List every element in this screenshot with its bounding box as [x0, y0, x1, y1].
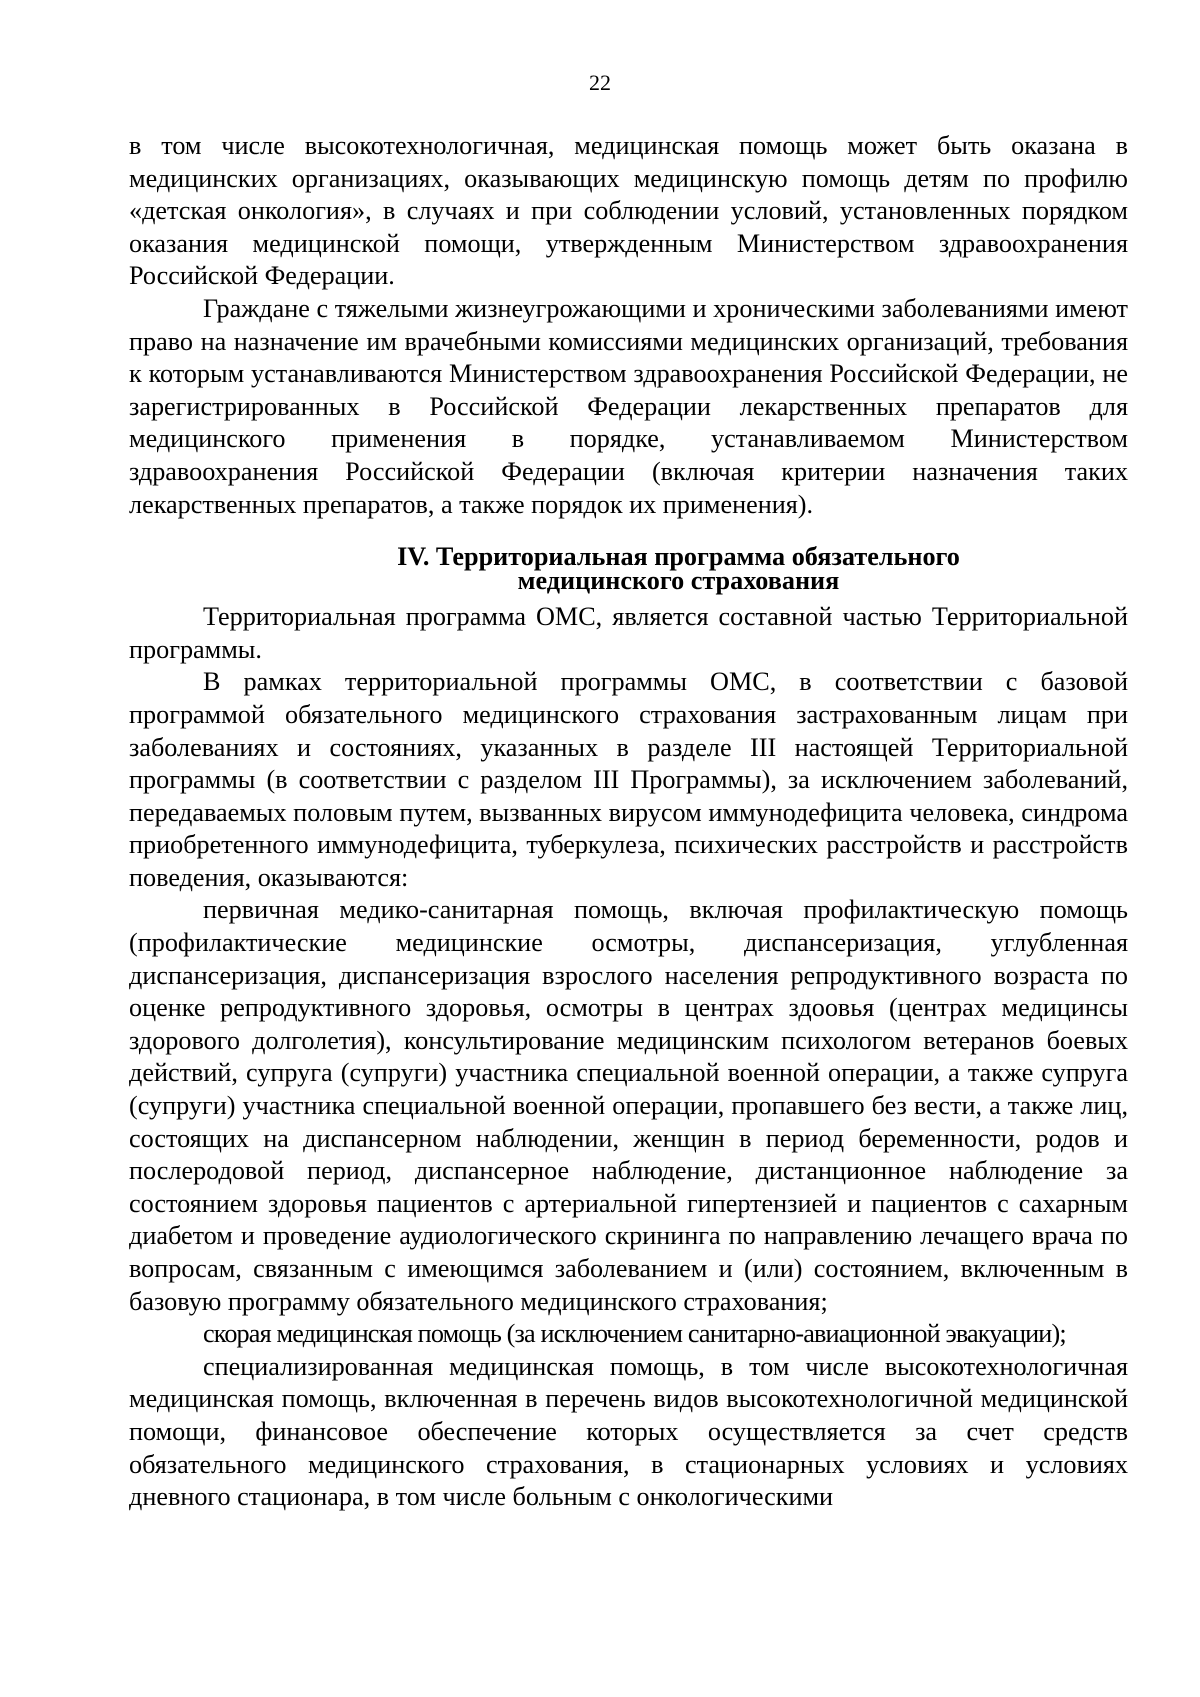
paragraph: Граждане с тяжелыми жизнеугрожающими и хроническими заболеваниями имеют право на назначение им врачебными комиссиями медицинских организаций, требования к которым устанавливаются Министерством здравоохранения Российской Федерации, не зарегистрированных в Российской Федерации лекарственных препаратов для медицинского применения в порядке, устанавливаемом Министерством здравоохранения Российской Федерации (включая критерии назначения таких лекарственных препаратов, а также порядок их применения). — [129, 293, 1128, 519]
paragraph: специализированная медицинская помощь, в том числе высокотехнологичная медицинская помощь, включенная в перечень видов высокотехнологичной медицинской помощи, финансовое обеспечение которых осуществляется за счет средств обязательного медицинского страхования, в стационарных условиях и условиях дневного стационара, в том числе больным с онкологическими — [129, 1351, 1128, 1512]
section-title-line: медицинского страхования — [517, 566, 840, 596]
section-title-line: IV. Территориальная программа обязательного — [397, 542, 960, 572]
paragraph: первичная медико-санитарная помощь, включая профилактическую помощь (профилактические медицинские осмотры, диспансеризация, углубленная диспансеризация, диспансеризация взрослого населения репродуктивного возраста по оценке репродуктивного здоровья, осмотры в центрах здоовья (центрах медицинсы здорового долголетия), консультирование медицинским психологом ветеранов боевых действий, супруга (супруги) участника специальной военной операции, а также супруга (супруги) участника специальной военной операции, пропавшего без вести, а также лиц, состоящих на диспансерном наблюдении, женщин в период беременности, родов и послеродовой период, диспансерное наблюдение, дистанционное наблюдение за состоянием здоровья пациентов с артериальной гипертензией и пациентов с сахарным диабетом и проведение аудиологического скрининга по направлению лечащего врача по вопросам, связанным с имеющимся заболеванием и (или) состоянием, включенным в базовую программу обязательного медицинского страхования; — [129, 895, 1128, 1316]
section-heading — [129, 542, 1128, 596]
paragraph: В рамках территориальной программы ОМС, в соответствии с базовой программой обязательного медицинского страхования застрахованным лицам при заболеваниях и состояниях, указанных в разделе III настоящей Территориальной программы (в соответствии с разделом III Программы), за исключением заболеваний, передаваемых половым путем, вызванных вирусом иммунодефицита человека, синдрома приобретенного иммунодефицита, туберкулеза, психических расстройств и расстройств поведения, оказываются: — [129, 667, 1128, 892]
page-number: 22 — [589, 70, 611, 95]
document-body — [129, 130, 1128, 1514]
paragraph: скорая медицинская помощь (за исключением санитарно-авиационной эвакуации); — [203, 1319, 1066, 1349]
paragraph: в том числе высокотехнологичная, медицинская помощь может быть оказана в медицинских организациях, оказывающих медицинскую помощь детям по профилю «детская онкология», в случаях и при соблюдении условий, установленных порядком оказания медицинской помощи, утвержденным Министерством здравоохранения Российской Федерации. — [129, 131, 1128, 291]
paragraph: Территориальная программа ОМС, является составной частью Территориальной программы. — [129, 602, 1128, 664]
